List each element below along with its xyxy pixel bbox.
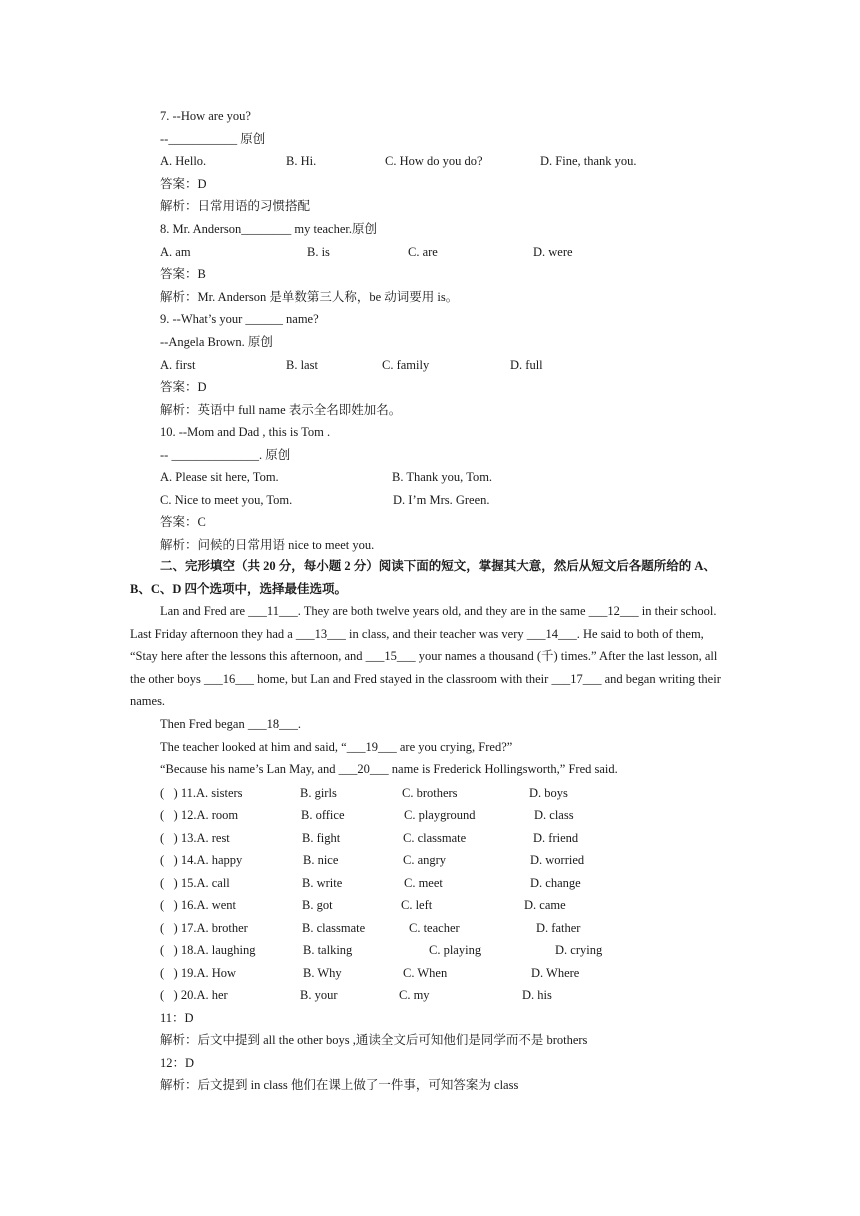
- cloze-row-18-b: B. talking: [303, 943, 353, 957]
- cloze-row-13-c: C. classmate: [403, 831, 467, 845]
- cloze-paragraph-3: The teacher looked at him and said, “___19___ are you crying, Fred?”: [160, 740, 513, 754]
- cloze-paragraph-2: Then Fred began ___18___.: [160, 717, 301, 731]
- q10-answer: 答案：C: [160, 515, 206, 529]
- q7-option-a: A. Hello.: [160, 154, 207, 168]
- cloze-row-20: ( ) 20.A. her: [160, 988, 228, 1002]
- q7-stem: 7. --How are you?: [160, 109, 251, 123]
- cloze-row-12-d: D. class: [534, 808, 574, 822]
- cloze-row-18-c: C. playing: [429, 943, 482, 957]
- cloze-row-20-c: C. my: [399, 988, 430, 1002]
- q7-analysis: 解析：日常用语的习惯搭配: [160, 199, 311, 213]
- cloze-row-19-b: B. Why: [303, 966, 342, 980]
- q9-option-d: D. full: [510, 358, 543, 372]
- q10-option-c: C. Nice to meet you, Tom.: [160, 493, 293, 507]
- cloze-row-17-d: D. father: [536, 921, 581, 935]
- q10-option-a: A. Please sit here, Tom.: [160, 470, 279, 484]
- q9-reply: --Angela Brown. 原创: [160, 335, 273, 349]
- q10-analysis: 解析：问候的日常用语 nice to meet you.: [160, 538, 375, 552]
- q9-analysis: 解析：英语中 full name 表示全名即姓加名。: [160, 403, 402, 417]
- q10-option-b: B. Thank you, Tom.: [392, 470, 493, 484]
- q10-stem: 10. --Mom and Dad , this is Tom .: [160, 425, 331, 439]
- cloze-row-12-c: C. playground: [404, 808, 476, 822]
- cloze-row-12-b: B. office: [301, 808, 345, 822]
- q9-answer: 答案：D: [160, 380, 207, 394]
- cloze-row-11-d: D. boys: [529, 786, 568, 800]
- q9-option-a: A. first: [160, 358, 196, 372]
- section-header: 二、完形填空（共 20 分，每小题 2 分）阅读下面的短文，掌握其大意，然后从短文后各题所给的 A、B、C、D 四个选项中，选择最佳选项。: [130, 559, 716, 596]
- cloze-row-20-b: B. your: [300, 988, 338, 1002]
- cloze-row-13-b: B. fight: [302, 831, 341, 845]
- analysis-12: 解析：后文提到 in class 他们在课上做了一件事，可知答案为 class: [160, 1078, 519, 1092]
- q9-stem: 9. --What’s your ______ name?: [160, 312, 319, 326]
- q10-reply: -- ______________. 原创: [160, 448, 291, 462]
- cloze-row-17-b: B. classmate: [302, 921, 366, 935]
- q7-answer: 答案：D: [160, 177, 207, 191]
- cloze-row-14-b: B. nice: [303, 853, 339, 867]
- q8-option-c: C. are: [408, 245, 438, 259]
- cloze-row-15-b: B. write: [302, 876, 343, 890]
- cloze-row-20-d: D. his: [522, 988, 552, 1002]
- cloze-row-18: ( ) 18.A. laughing: [160, 943, 256, 957]
- analysis-11: 解析：后文中提到 all the other boys ,通读全文后可知他们是同学而不是 brothers: [160, 1033, 588, 1047]
- q8-analysis: 解析：Mr. Anderson 是单数第三人称，be 动词要用 is。: [160, 290, 459, 304]
- cloze-row-19-c: C. When: [403, 966, 448, 980]
- cloze-row-11-c: C. brothers: [402, 786, 458, 800]
- q8-option-a: A. am: [160, 245, 191, 259]
- cloze-row-11: ( ) 11.A. sisters: [160, 786, 243, 800]
- cloze-row-15-c: C. meet: [404, 876, 443, 890]
- q7-option-c: C. How do you do?: [385, 154, 483, 168]
- q9-option-c: C. family: [382, 358, 430, 372]
- cloze-row-17-c: C. teacher: [409, 921, 460, 935]
- cloze-row-12: ( ) 12.A. room: [160, 808, 239, 822]
- q9-option-b: B. last: [286, 358, 318, 372]
- cloze-row-16-b: B. got: [302, 898, 333, 912]
- q7-reply: --___________ 原创: [160, 132, 266, 146]
- cloze-row-16-d: D. came: [524, 898, 566, 912]
- cloze-row-14-c: C. angry: [403, 853, 447, 867]
- cloze-row-15: ( ) 15.A. call: [160, 876, 230, 890]
- q7-option-b: B. Hi.: [286, 154, 317, 168]
- q10-option-d: D. I’m Mrs. Green.: [393, 493, 490, 507]
- q8-answer: 答案：B: [160, 267, 206, 281]
- cloze-row-14: ( ) 14.A. happy: [160, 853, 243, 867]
- q7-option-d: D. Fine, thank you.: [540, 154, 637, 168]
- cloze-paragraph-4: “Because his name’s Lan May, and ___20___ name is Frederick Hollingsworth,” Fred said.: [160, 762, 618, 776]
- cloze-row-19-d: D. Where: [531, 966, 580, 980]
- cloze-row-13-d: D. friend: [533, 831, 579, 845]
- cloze-row-11-b: B. girls: [300, 786, 337, 800]
- cloze-row-15-d: D. change: [530, 876, 581, 890]
- cloze-row-17: ( ) 17.A. brother: [160, 921, 248, 935]
- cloze-row-19: ( ) 19.A. How: [160, 966, 237, 980]
- q8-stem: 8. Mr. Anderson________ my teacher.原创: [160, 222, 377, 236]
- cloze-row-16: ( ) 16.A. went: [160, 898, 237, 912]
- cloze-row-16-c: C. left: [401, 898, 433, 912]
- q8-option-d: D. were: [533, 245, 573, 259]
- cloze-row-13: ( ) 13.A. rest: [160, 831, 230, 845]
- q8-option-b: B. is: [307, 245, 330, 259]
- cloze-paragraph-1: Lan and Fred are ___11___. They are both twelve years old, and they are in the same ___12___ in their school. Last Friday afternoon they had a ___13___ in class, and their teacher was very ___14___. He said to both of them, “Stay here after the lessons this afternoon, and ___15___ your names a thousand (千) times.” After the last lesson, all the other boys ___16___ home, but Lan and Fred stayed in the classroom with their ___17___ and began writing their names.: [130, 604, 721, 708]
- answer-12: 12：D: [160, 1056, 195, 1070]
- answer-11: 11：D: [160, 1011, 194, 1025]
- cloze-row-14-d: D. worried: [530, 853, 585, 867]
- cloze-row-18-d: D. crying: [555, 943, 603, 957]
